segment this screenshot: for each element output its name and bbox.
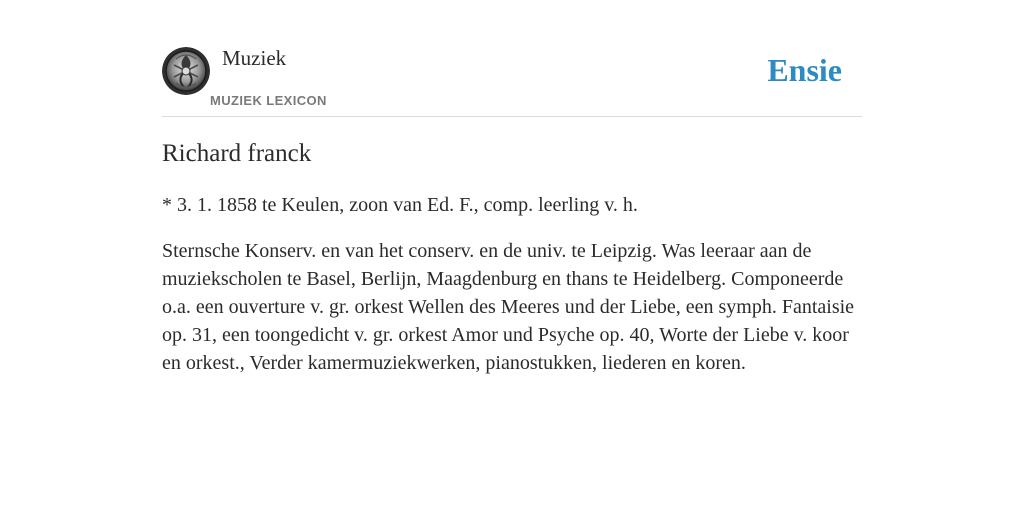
music-emblem-icon — [162, 47, 210, 95]
header — [162, 40, 862, 117]
article-title: Richard franck — [162, 140, 312, 167]
article-paragraph: * 3. 1. 1858 te Keulen, zoon van Ed. F., comp. leerling v. h. — [162, 194, 638, 216]
article-paragraph: Sternsche Konserv. en van het conserv. en de univ. te Leipzig. Was leeraar aan de muziekscholen te Basel, Berlijn, Maagdenburg en thans te Heidelberg. Componeerde o.a. een ouverture v. gr. orkest Wellen des Meeres und der Liebe, een symph. Fantaisie op. 31, een toongedicht v. gr. orkest Amor und Psyche op. 40, Worte der Liebe v. koor en orkest., Verder kamermuziekwerken, pianostukken, liederen en koren. — [162, 240, 855, 374]
ensie-logo[interactable]: Ensie — [767, 52, 842, 88]
category-title-link[interactable]: Muziek — [222, 46, 287, 70]
category-avatar[interactable] — [162, 47, 210, 95]
category-subtitle: MUZIEK LEXICON — [210, 93, 327, 108]
article — [162, 138, 862, 377]
